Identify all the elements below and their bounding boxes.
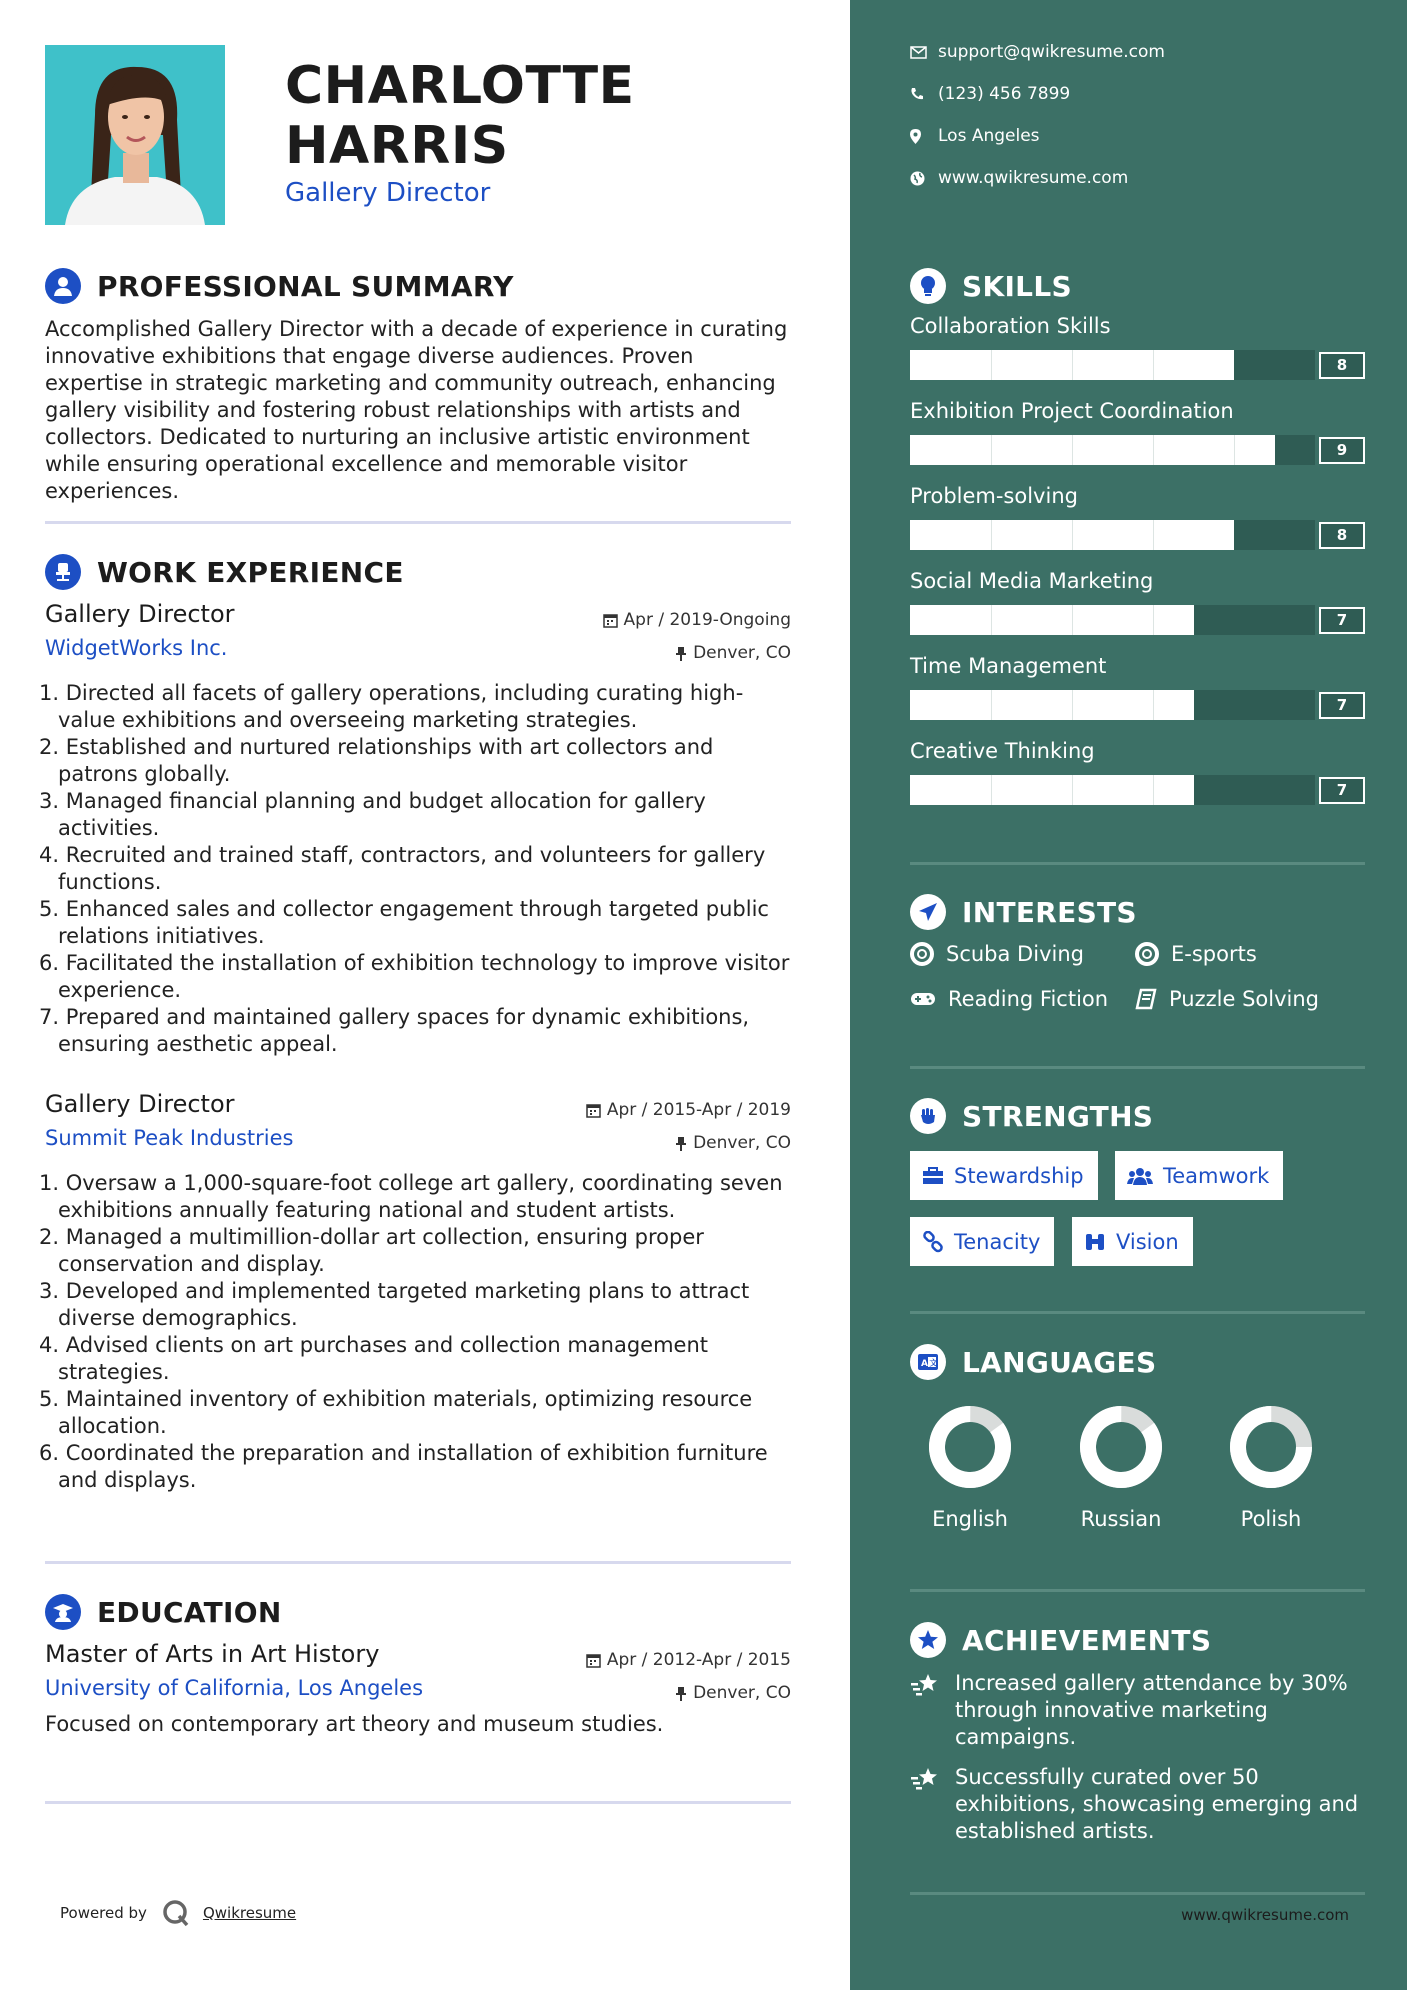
strength-chip [1115, 1151, 1283, 1200]
calendar-icon [603, 613, 618, 628]
book-icon [1135, 988, 1157, 1010]
language-label: English [932, 1507, 1008, 1531]
skill-name: Social Media Marketing [910, 569, 1154, 593]
shooting-star-icon [910, 1672, 942, 1698]
language-ring [928, 1405, 1012, 1489]
star-icon [910, 1622, 946, 1658]
divider [910, 1892, 1365, 1895]
skills-title: SKILLS [962, 269, 1072, 303]
skill-segment [991, 690, 992, 720]
divider [45, 521, 791, 524]
globe-icon [910, 171, 925, 186]
binoculars-icon [1084, 1232, 1106, 1252]
education-location [675, 1683, 791, 1703]
name-first: CHARLOTTE [285, 56, 635, 116]
skill-item [910, 484, 1365, 550]
job-company: Summit Peak Industries [45, 1126, 294, 1150]
job-dates-text: Apr / 2019-Ongoing [623, 610, 791, 630]
language-ring [1229, 1405, 1313, 1489]
skill-fill [910, 690, 1194, 720]
link-icon [922, 1231, 944, 1253]
skill-fill [910, 435, 1275, 465]
list-item: 7. Prepared and maintained gallery spaces for dynamic exhibitions, ensuring aesthetic appeal. [39, 1005, 750, 1056]
list-item: 1. Directed all facets of gallery operations, including curating high-value exhibitions and overseeing marketing strategies. [39, 681, 744, 732]
achievement-text: Increased gallery attendance by 30% through innovative marketing campaigns. [955, 1671, 1348, 1749]
interest-item [910, 942, 1084, 966]
skill-item [910, 739, 1365, 805]
contact-location-text: Los Angeles [938, 126, 1040, 146]
strength-label: Vision [1116, 1229, 1179, 1254]
strength-chip [910, 1151, 1098, 1200]
achievements-heading [910, 1622, 1211, 1658]
summary-text: Accomplished Gallery Director with a decade of experience in curating innovative exhibitions that engage diverse audiences. Proven expertise in strategic marketing and community outreach, enhancing gallery visibility and fostering robust relationships with artists and collectors. Dedicated to nurturing an inclusive artistic environment while ensuring operational excellence and memorable visitor experiences. [45, 317, 788, 503]
strength-label: Tenacity [954, 1229, 1041, 1254]
skill-level-badge: 8 [1319, 522, 1365, 549]
job-dates-text: Apr / 2015-Apr / 2019 [606, 1100, 791, 1120]
phone-icon [910, 87, 924, 101]
interest-label: Reading Fiction [948, 987, 1109, 1011]
strengths-heading [910, 1098, 1153, 1134]
user-icon [45, 268, 81, 304]
skill-bar [910, 350, 1365, 380]
graduate-icon [45, 1594, 81, 1630]
chair-icon [45, 554, 81, 590]
education-title: EDUCATION [97, 1595, 282, 1629]
interest-item [1135, 942, 1257, 966]
experience-heading [45, 554, 404, 590]
job-bullets [39, 1170, 791, 1494]
skill-level-badge: 9 [1319, 437, 1365, 464]
candidate-name [285, 56, 635, 176]
lifebuoy-icon [1135, 942, 1159, 966]
education-degree: Master of Arts in Art History [45, 1640, 380, 1668]
education-entry [45, 1640, 791, 1736]
interest-label: Puzzle Solving [1169, 987, 1319, 1011]
job-company: WidgetWorks Inc. [45, 636, 228, 660]
language-ring [1079, 1405, 1163, 1489]
education-note: Focused on contemporary art theory and museum studies. [45, 1712, 664, 1736]
achievements-title: ACHIEVEMENTS [962, 1623, 1212, 1657]
interest-label: Scuba Diving [946, 942, 1084, 966]
education-heading [45, 1594, 282, 1630]
gamepad-icon [910, 990, 936, 1008]
skill-segment [1234, 435, 1235, 465]
skill-name: Problem-solving [910, 484, 1078, 508]
skill-item [910, 654, 1365, 720]
list-item: 2. Established and nurtured relationships with art collectors and patrons globally. [39, 735, 714, 786]
skill-segment [1072, 350, 1073, 380]
job-bullets [39, 680, 791, 1058]
achievement-item [910, 1670, 1370, 1751]
skill-item [910, 569, 1365, 635]
list-item: 5. Enhanced sales and collector engagement through targeted public relations initiatives. [39, 897, 769, 948]
powered-by-brand[interactable]: Qwikresume [202, 1904, 297, 1922]
powered-by-text: Powered by [60, 1904, 147, 1922]
divider [45, 1801, 791, 1804]
skill-segment [1072, 605, 1073, 635]
skill-segment [1072, 775, 1073, 805]
job-location [675, 1133, 791, 1153]
summary-title: PROFESSIONAL SUMMARY [97, 269, 514, 303]
contact-email[interactable] [910, 42, 1165, 62]
skill-segment [991, 435, 992, 465]
skill-bar [910, 775, 1365, 805]
skill-bar [910, 435, 1365, 465]
fist-icon [910, 1098, 946, 1134]
job-dates [586, 1100, 791, 1120]
interest-label: E-sports [1171, 942, 1257, 966]
skill-name: Creative Thinking [910, 739, 1095, 763]
list-item: 5. Maintained inventory of exhibition materials, optimizing resource allocation. [39, 1387, 753, 1438]
skill-segment [1072, 520, 1073, 550]
profile-photo [45, 45, 225, 225]
interests-heading [910, 894, 1137, 930]
qwikresume-logo-icon [161, 1898, 191, 1928]
list-item: 4. Advised clients on art purchases and collection management strategies. [39, 1333, 709, 1384]
strengths-title: STRENGTHS [962, 1099, 1154, 1133]
skill-bar [910, 690, 1365, 720]
job-location [675, 643, 791, 663]
contact-phone[interactable] [910, 84, 1070, 104]
footer-site[interactable]: www.qwikresume.com [1181, 1906, 1349, 1924]
skill-fill [910, 775, 1194, 805]
experience-title: WORK EXPERIENCE [97, 555, 404, 589]
name-last: HARRIS [285, 116, 509, 176]
skill-segment [1153, 690, 1154, 720]
list-item: 2. Managed a multimillion-dollar art collection, ensuring proper conservation and display. [39, 1225, 704, 1276]
list-item: 4. Recruited and trained staff, contractors, and volunteers for gallery functions. [39, 843, 766, 894]
strength-chip [910, 1217, 1054, 1266]
achievement-text: Successfully curated over 50 exhibitions, showcasing emerging and established artists. [955, 1765, 1359, 1843]
shooting-star-icon [910, 1766, 942, 1792]
skill-name: Collaboration Skills [910, 314, 1111, 338]
education-dates [586, 1650, 791, 1670]
sidebar [850, 0, 1407, 1990]
strength-label: Stewardship [954, 1163, 1084, 1188]
skill-segment [1072, 435, 1073, 465]
list-item: 3. Managed financial planning and budget allocation for gallery activities. [39, 789, 706, 840]
divider [910, 1589, 1365, 1592]
skill-level-badge: 7 [1319, 607, 1365, 634]
skill-name: Time Management [910, 654, 1107, 678]
pin-icon [675, 646, 687, 661]
education-dates-text: Apr / 2012-Apr / 2015 [606, 1650, 791, 1670]
envelope-icon [910, 46, 927, 59]
skill-segment [991, 350, 992, 380]
interest-item [910, 987, 1108, 1011]
job-title: Gallery Director [45, 600, 235, 628]
divider [910, 1066, 1365, 1069]
strength-chip [1072, 1217, 1193, 1266]
language-ring-fill [928, 1405, 1012, 1489]
skill-segment [1072, 690, 1073, 720]
footer-powered [60, 1898, 296, 1928]
skill-segment [1153, 435, 1154, 465]
strength-label: Teamwork [1163, 1163, 1270, 1188]
svg-text:A: A [921, 1359, 928, 1369]
job-entry [39, 600, 791, 1058]
translate-icon [910, 1344, 946, 1380]
skill-bar [910, 520, 1365, 550]
list-item: 6. Facilitated the installation of exhibition technology to improve visitor experience. [39, 951, 790, 1002]
skill-item [910, 399, 1365, 465]
lightbulb-icon [910, 268, 946, 304]
interests-title: INTERESTS [962, 895, 1137, 929]
skill-level-badge: 7 [1319, 692, 1365, 719]
contact-website[interactable] [910, 168, 1128, 188]
users-icon [1127, 1166, 1153, 1186]
skill-segment [991, 520, 992, 550]
skill-item [910, 314, 1365, 380]
language-item [1066, 1405, 1176, 1531]
education-location-text: Denver, CO [693, 1683, 791, 1703]
job-title: Gallery Director [45, 1090, 235, 1118]
skill-segment [1153, 350, 1154, 380]
job-entry [39, 1090, 791, 1494]
pin-icon [675, 1136, 687, 1151]
pin-icon [675, 1686, 687, 1701]
skill-level-badge: 8 [1319, 352, 1365, 379]
language-label: Russian [1080, 1507, 1162, 1531]
divider [45, 1561, 791, 1564]
languages-title: LANGUAGES [962, 1345, 1157, 1379]
education-school: University of California, Los Angeles [45, 1676, 424, 1700]
languages-heading [910, 1344, 1156, 1380]
skill-segment [991, 605, 992, 635]
contact-phone-text: (123) 456 7899 [938, 84, 1071, 104]
language-item [915, 1405, 1025, 1531]
list-item: 1. Oversaw a 1,000-square-foot college art gallery, coordinating seven exhibitions annually featuring national and student artists. [39, 1171, 783, 1222]
candidate-title: Gallery Director [285, 178, 491, 208]
list-item: 3. Developed and implemented targeted marketing plans to attract diverse demographics. [39, 1279, 750, 1330]
skill-level-badge: 7 [1319, 777, 1365, 804]
contact-location [910, 126, 1040, 146]
contact-email-text: support@qwikresume.com [938, 42, 1165, 62]
svg-text:文: 文 [929, 1358, 938, 1368]
skill-segment [991, 775, 992, 805]
divider [910, 1311, 1365, 1314]
job-dates [603, 610, 791, 630]
summary-heading [45, 268, 514, 304]
skill-bar [910, 605, 1365, 635]
calendar-icon [586, 1103, 601, 1118]
skill-segment [1153, 775, 1154, 805]
map-pin-icon [910, 129, 921, 144]
language-ring-fill [1079, 1405, 1163, 1489]
job-location-text: Denver, CO [693, 643, 791, 663]
skill-name: Exhibition Project Coordination [910, 399, 1234, 423]
skill-segment [1153, 520, 1154, 550]
briefcase-icon [922, 1167, 944, 1185]
interest-item [1135, 987, 1319, 1011]
lifebuoy-icon [910, 942, 934, 966]
achievement-item [910, 1764, 1370, 1845]
paper-plane-icon [910, 894, 946, 930]
skill-fill [910, 605, 1194, 635]
divider [910, 862, 1365, 865]
calendar-icon [586, 1653, 601, 1668]
skill-segment [1153, 605, 1154, 635]
language-item [1216, 1405, 1326, 1531]
skills-heading [910, 268, 1072, 304]
contact-website-text: www.qwikresume.com [938, 168, 1129, 188]
language-label: Polish [1240, 1507, 1302, 1531]
job-location-text: Denver, CO [693, 1133, 791, 1153]
list-item: 6. Coordinated the preparation and installation of exhibition furniture and displays. [39, 1441, 768, 1492]
